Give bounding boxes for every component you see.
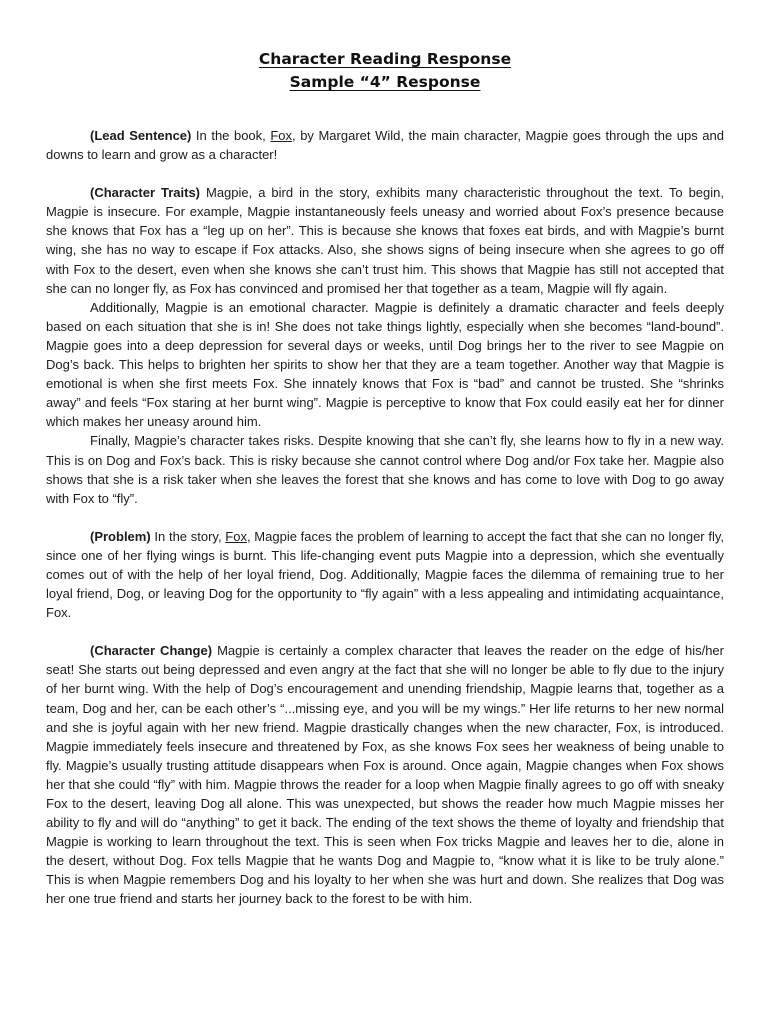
problem-label: (Problem) [90,528,151,544]
book-title: Fox [225,528,247,544]
traits-emotional-paragraph: Additionally, Magpie is an emotional character. Magpie is definitely a dramatic character and feels deeply based on each situation that she is in! She does not take things lightly, especially when she becomes “land-bound”. Magpie goes into a deep depression for several days or weeks, until Dog brings her to the river to see Magpie on Dog’s back. This helps to brighten her spirits to show her that they are a team together. Another way that Magpie is emotional is when she first meets Fox. She innately knows that Fox is “bad” and cannot be trusted. She “shrinks away” and feels “Fox staring at her burnt wing”. Magpie is perceptive to know that Fox could easily eat her for dinner which makes her uneasy around him. [46,299,724,430]
response-body [46,126,724,909]
character-traits-paragraph [46,183,724,298]
character-change-paragraph [46,641,724,908]
character-traits-label: (Character Traits) [90,185,201,201]
lead-text-pre: In the book, [191,128,271,143]
paragraph-gap [46,164,724,183]
character-change-label: (Character Change) [90,643,213,659]
problem-text-pre: In the story, [150,528,226,544]
lead-sentence-paragraph [46,126,724,164]
paragraph-gap [46,508,724,527]
paragraph-gap [46,622,724,641]
traits-text-1: Magpie, a bird in the story, exhibits many characteristic throughout the text. To begin, Magpie is insecure. For example, Magpie instantaneously feels uneasy and worried about Fox’s presence because she knows that Fox has a “leg up on her”. This is because she knows that foxes eat birds, and with Magpie’s burnt wing, she has no way to escape if Fox attacks. Also, she shows signs of being insecure when she agrees to go off with Fox to the desert, even when she knows she can’t trust him. This shows that Magpie has still not accepted that she can no longer fly, as Fox has convinced and promised her that together as a team, Magpie will fly again. [46,185,724,296]
book-title: Fox [270,128,293,143]
title-line-1: Character Reading Response [258,50,512,68]
traits-risks-paragraph: Finally, Magpie’s character takes risks. Despite knowing that she can’t fly, she learns how to fly in a new way. This is on Dog and Fox’s back. This is risky because she cannot control where Dog and/or Fox take her. Magpie also shows that she is a risk taker when she leaves the forest that she knows and has come to love with Dog to go away with Fox to “fly”. [46,433,724,506]
document-page [46,48,724,909]
change-text: Magpie is certainly a complex character that leaves the reader on the edge of his/her seat! She starts out being depressed and even angry at the fact that she will no longer be able to fly due to the injury of her burnt wing. With the help of Dog’s encouragement and unending friendship, Magpie learns that, together as a team, Dog and her, can be each other’s “...missing eye, and you will be my wings.” Her life returns to her new normal and she is joyful again with her new friend. Magpie drastically changes when the new character, Fox, is introduced. Magpie immediately feels insecure and threatened by Fox, as she knows Fox sees her weakness of being unable to fly. Magpie’s usually trusting attitude disappears when Fox is around. Once again, Magpie changes when Fox shows her that she could “fly” with him. Magpie throws the reader for a loop when Magpie finally agrees to go off with sneaky Fox to the desert, leaving Dog all alone. This was unexpected, but shows the reader how much Magpie misses her ability to fly and will do “anything” to get it back. The ending of the text shows the theme of loyalty and friendship that Magpie is working to learn throughout the text. This is seen when Fox tricks Magpie and leaves her to die, alone in the desert, without Dog. Fox tells Magpie that he wants Dog and Magpie to, “know what it is like to be truly alone.” This is when Magpie remembers Dog and his loyalty to her when she was hurt and down. She realizes that Dog was her one true friend and starts her journey back to the forest to be with him. [46,643,724,907]
title-line-2: Sample “4” Response [289,73,481,91]
problem-text-post: , Magpie faces the problem of learning to accept the fact that she can no longer fly, since one of her flying wings is burnt. This life-changing event puts Magpie into a depression, which she eventually comes out of with the help of her loyal friend, Dog. Additionally, Magpie faces the dilemma of remaining true to her loyal friend, Dog, or leaving Dog for the opportunity to “fly again” with a less appealing and intimidating acquaintance, Fox. [46,528,724,621]
lead-sentence-label: (Lead Sentence) [90,128,192,143]
lead-text-post: , by Margaret Wild, the main character, Magpie goes through the ups and downs to learn and grow as a character! [46,128,724,163]
problem-paragraph [46,527,724,622]
